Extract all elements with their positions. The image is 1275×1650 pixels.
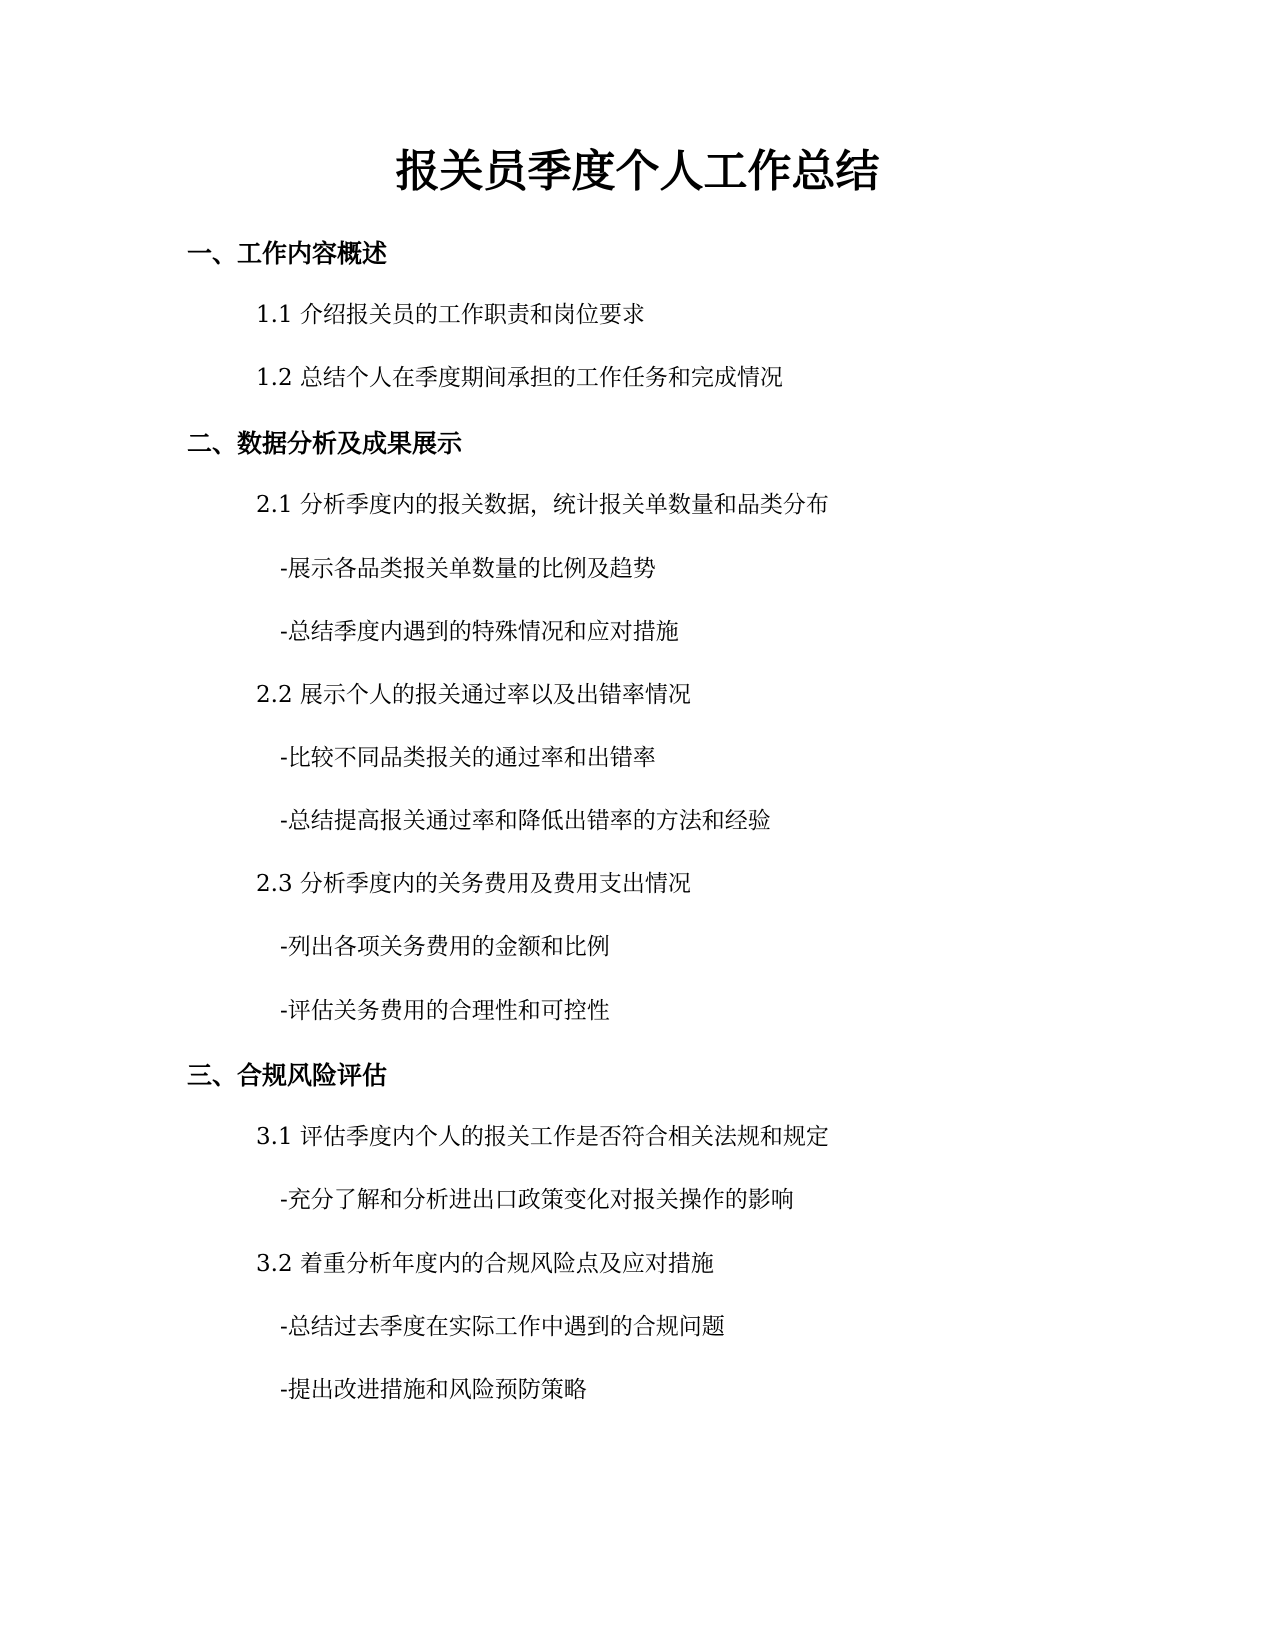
sub-list-item: -列出各项关务费用的金额和比例 xyxy=(280,934,610,960)
list-item: 3.1 评估季度内个人的报关工作是否符合相关法规和规定 xyxy=(256,1124,829,1150)
sub-list-item: -总结过去季度在实际工作中遇到的合规问题 xyxy=(280,1314,725,1340)
section-heading: 一、工作内容概述 xyxy=(187,239,388,268)
sub-list-item: -评估关务费用的合理性和可控性 xyxy=(280,998,610,1024)
sub-list-item: -比较不同品类报关的通过率和出错率 xyxy=(280,745,656,771)
list-item: 2.2 展示个人的报关通过率以及出错率情况 xyxy=(256,682,691,708)
list-item: 1.1 介绍报关员的工作职责和岗位要求 xyxy=(256,302,645,328)
sub-list-item: -充分了解和分析进出口政策变化对报关操作的影响 xyxy=(280,1187,794,1213)
list-item: 2.1 分析季度内的报关数据，统计报关单数量和品类分布 xyxy=(256,492,829,518)
section-heading: 二、数据分析及成果展示 xyxy=(187,429,463,458)
list-item: 2.3 分析季度内的关务费用及费用支出情况 xyxy=(256,871,691,897)
list-item: 3.2 着重分析年度内的合规风险点及应对措施 xyxy=(256,1251,714,1277)
sub-list-item: -总结提高报关通过率和降低出错率的方法和经验 xyxy=(280,808,771,834)
document-title: 报关员季度个人工作总结 xyxy=(395,146,880,197)
sub-list-item: -展示各品类报关单数量的比例及趋势 xyxy=(280,556,656,582)
list-item: 1.2 总结个人在季度期间承担的工作任务和完成情况 xyxy=(256,365,783,391)
sub-list-item: -总结季度内遇到的特殊情况和应对措施 xyxy=(280,619,679,645)
section-heading: 三、合规风险评估 xyxy=(187,1061,388,1090)
sub-list-item: -提出改进措施和风险预防策略 xyxy=(280,1377,587,1403)
